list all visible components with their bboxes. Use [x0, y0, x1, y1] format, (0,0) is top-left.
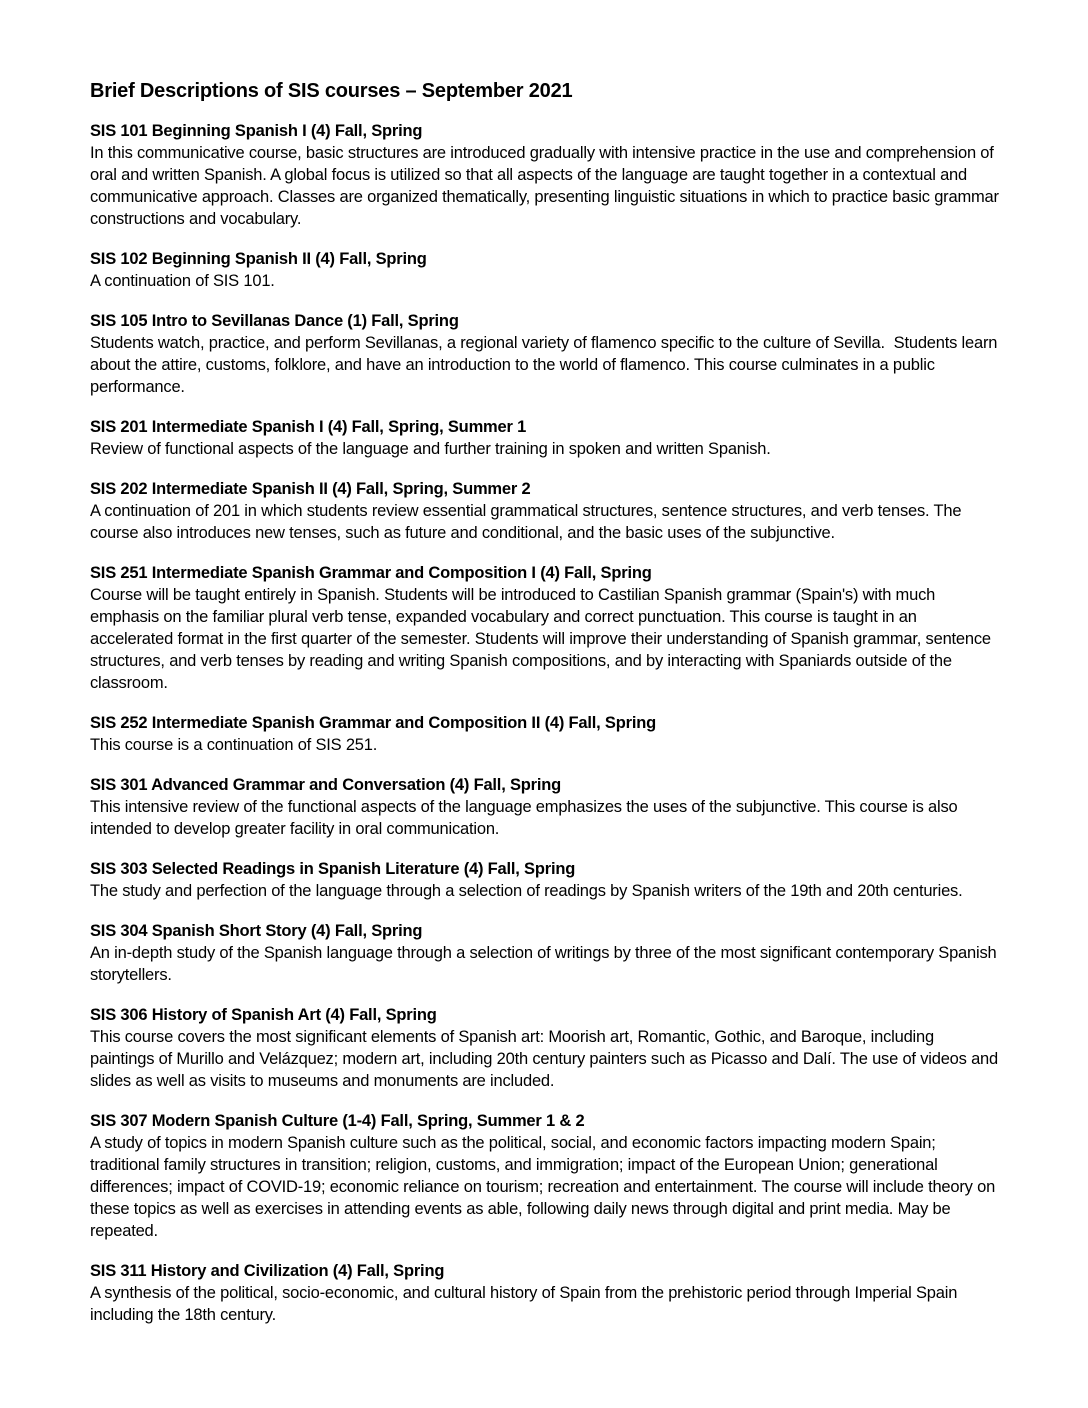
course-section-sis-301 [90, 774, 1000, 840]
course-description: This course covers the most significant elements of Spanish art: Moorish art, Romantic, Gothic, and Baroque, including paintings of Murillo and Velázquez; modern art, including 20th century painters such as Picasso and Dalí. The use of videos and slides as well as visits to museums and monuments are included. [90, 1028, 1003, 1090]
course-heading: SIS 101 Beginning Spanish I (4) Fall, Spring [90, 122, 423, 140]
course-heading: SIS 252 Intermediate Spanish Grammar and Composition II (4) Fall, Spring [90, 714, 656, 732]
course-heading: SIS 304 Spanish Short Story (4) Fall, Spring [90, 922, 423, 940]
course-section-sis-306 [90, 1004, 1003, 1092]
course-section-sis-102 [90, 248, 1000, 292]
course-section-sis-101 [90, 120, 1004, 230]
course-heading: SIS 202 Intermediate Spanish II (4) Fall, Spring, Summer 2 [90, 480, 531, 498]
course-heading: SIS 201 Intermediate Spanish I (4) Fall, Spring, Summer 1 [90, 418, 527, 436]
course-description: A continuation of 201 in which students review essential grammatical structures, sentence structures, and verb tenses. The course also introduces new tenses, such as future and conditional, and the basic uses of the subjunctive. [90, 502, 966, 542]
course-description: A continuation of SIS 101. [90, 272, 275, 290]
course-description: This intensive review of the functional aspects of the language emphasizes the uses of the subjunctive. This course is also intended to develop greater facility in oral communication. [90, 798, 962, 838]
course-section-sis-252 [90, 712, 1000, 756]
document-title: Brief Descriptions of SIS courses – September 2021 [90, 80, 573, 102]
course-heading: SIS 251 Intermediate Spanish Grammar and Composition I (4) Fall, Spring [90, 564, 652, 582]
course-section-sis-251 [90, 562, 1000, 694]
course-heading: SIS 303 Selected Readings in Spanish Literature (4) Fall, Spring [90, 860, 576, 878]
course-heading: SIS 306 History of Spanish Art (4) Fall, Spring [90, 1006, 437, 1024]
course-section-sis-307 [90, 1110, 1000, 1242]
course-description: Course will be taught entirely in Spanish. Students will be introduced to Castilian Spanish grammar (Spain's) with much emphasis on the familiar plural verb tense, expanded vocabulary and correct punctuation. This course is taught in an accelerated format in the first quarter of the semester. Students will improve their understanding of Spanish grammar, sentence structures, and verb tenses by reading and writing Spanish compositions, and by interacting with Spaniards outside of the classroom. [90, 586, 996, 692]
course-description: A study of topics in modern Spanish culture such as the political, social, and economic factors impacting modern Spain; traditional family structures in transition; religion, customs, and immigration; impact of the European Union; generational differences; impact of COVID-19; economic reliance on tourism; recreation and entertainment. The course will include theory on these topics as well as exercises in attending events as able, following daily news through digital and print media. May be repeated. [90, 1134, 1000, 1240]
course-section-sis-202 [90, 478, 1000, 544]
course-description: Review of functional aspects of the language and further training in spoken and written Spanish. [90, 440, 771, 458]
course-heading: SIS 311 History and Civilization (4) Fall, Spring [90, 1262, 445, 1280]
course-section-sis-311 [90, 1260, 1000, 1326]
course-section-sis-105 [90, 310, 1000, 398]
course-section-sis-303 [90, 858, 1000, 902]
course-description: This course is a continuation of SIS 251. [90, 736, 378, 754]
course-heading: SIS 301 Advanced Grammar and Conversation (4) Fall, Spring [90, 776, 562, 794]
course-description: The study and perfection of the language through a selection of readings by Spanish writers of the 19th and 20th centuries. [90, 882, 963, 900]
course-heading: SIS 105 Intro to Sevillanas Dance (1) Fall, Spring [90, 312, 459, 330]
course-section-sis-304 [90, 920, 1000, 986]
course-heading: SIS 102 Beginning Spanish II (4) Fall, Spring [90, 250, 427, 268]
course-description: A synthesis of the political, socio-economic, and cultural history of Spain from the prehistoric period through Imperial Spain including the 18th century. [90, 1284, 962, 1324]
course-description: Students watch, practice, and perform Sevillanas, a regional variety of flamenco specific to the culture of Sevilla. Students learn about the attire, customs, folklore, and have an introduction to the world of flamenco. This course culminates in a public performance. [90, 334, 1002, 396]
course-description: An in-depth study of the Spanish language through a selection of writings by three of the most significant contemporary Spanish storytellers. [90, 944, 1001, 984]
course-description: In this communicative course, basic structures are introduced gradually with intensive practice in the use and comprehension of oral and written Spanish. A global focus is utilized so that all aspects of the language are taught together in a contextual and communicative approach. Classes are organized thematically, presenting linguistic situations in which to practice basic grammar constructions and vocabulary. [90, 144, 1004, 228]
course-section-sis-201 [90, 416, 1000, 460]
course-heading: SIS 307 Modern Spanish Culture (1-4) Fall, Spring, Summer 1 & 2 [90, 1112, 585, 1130]
